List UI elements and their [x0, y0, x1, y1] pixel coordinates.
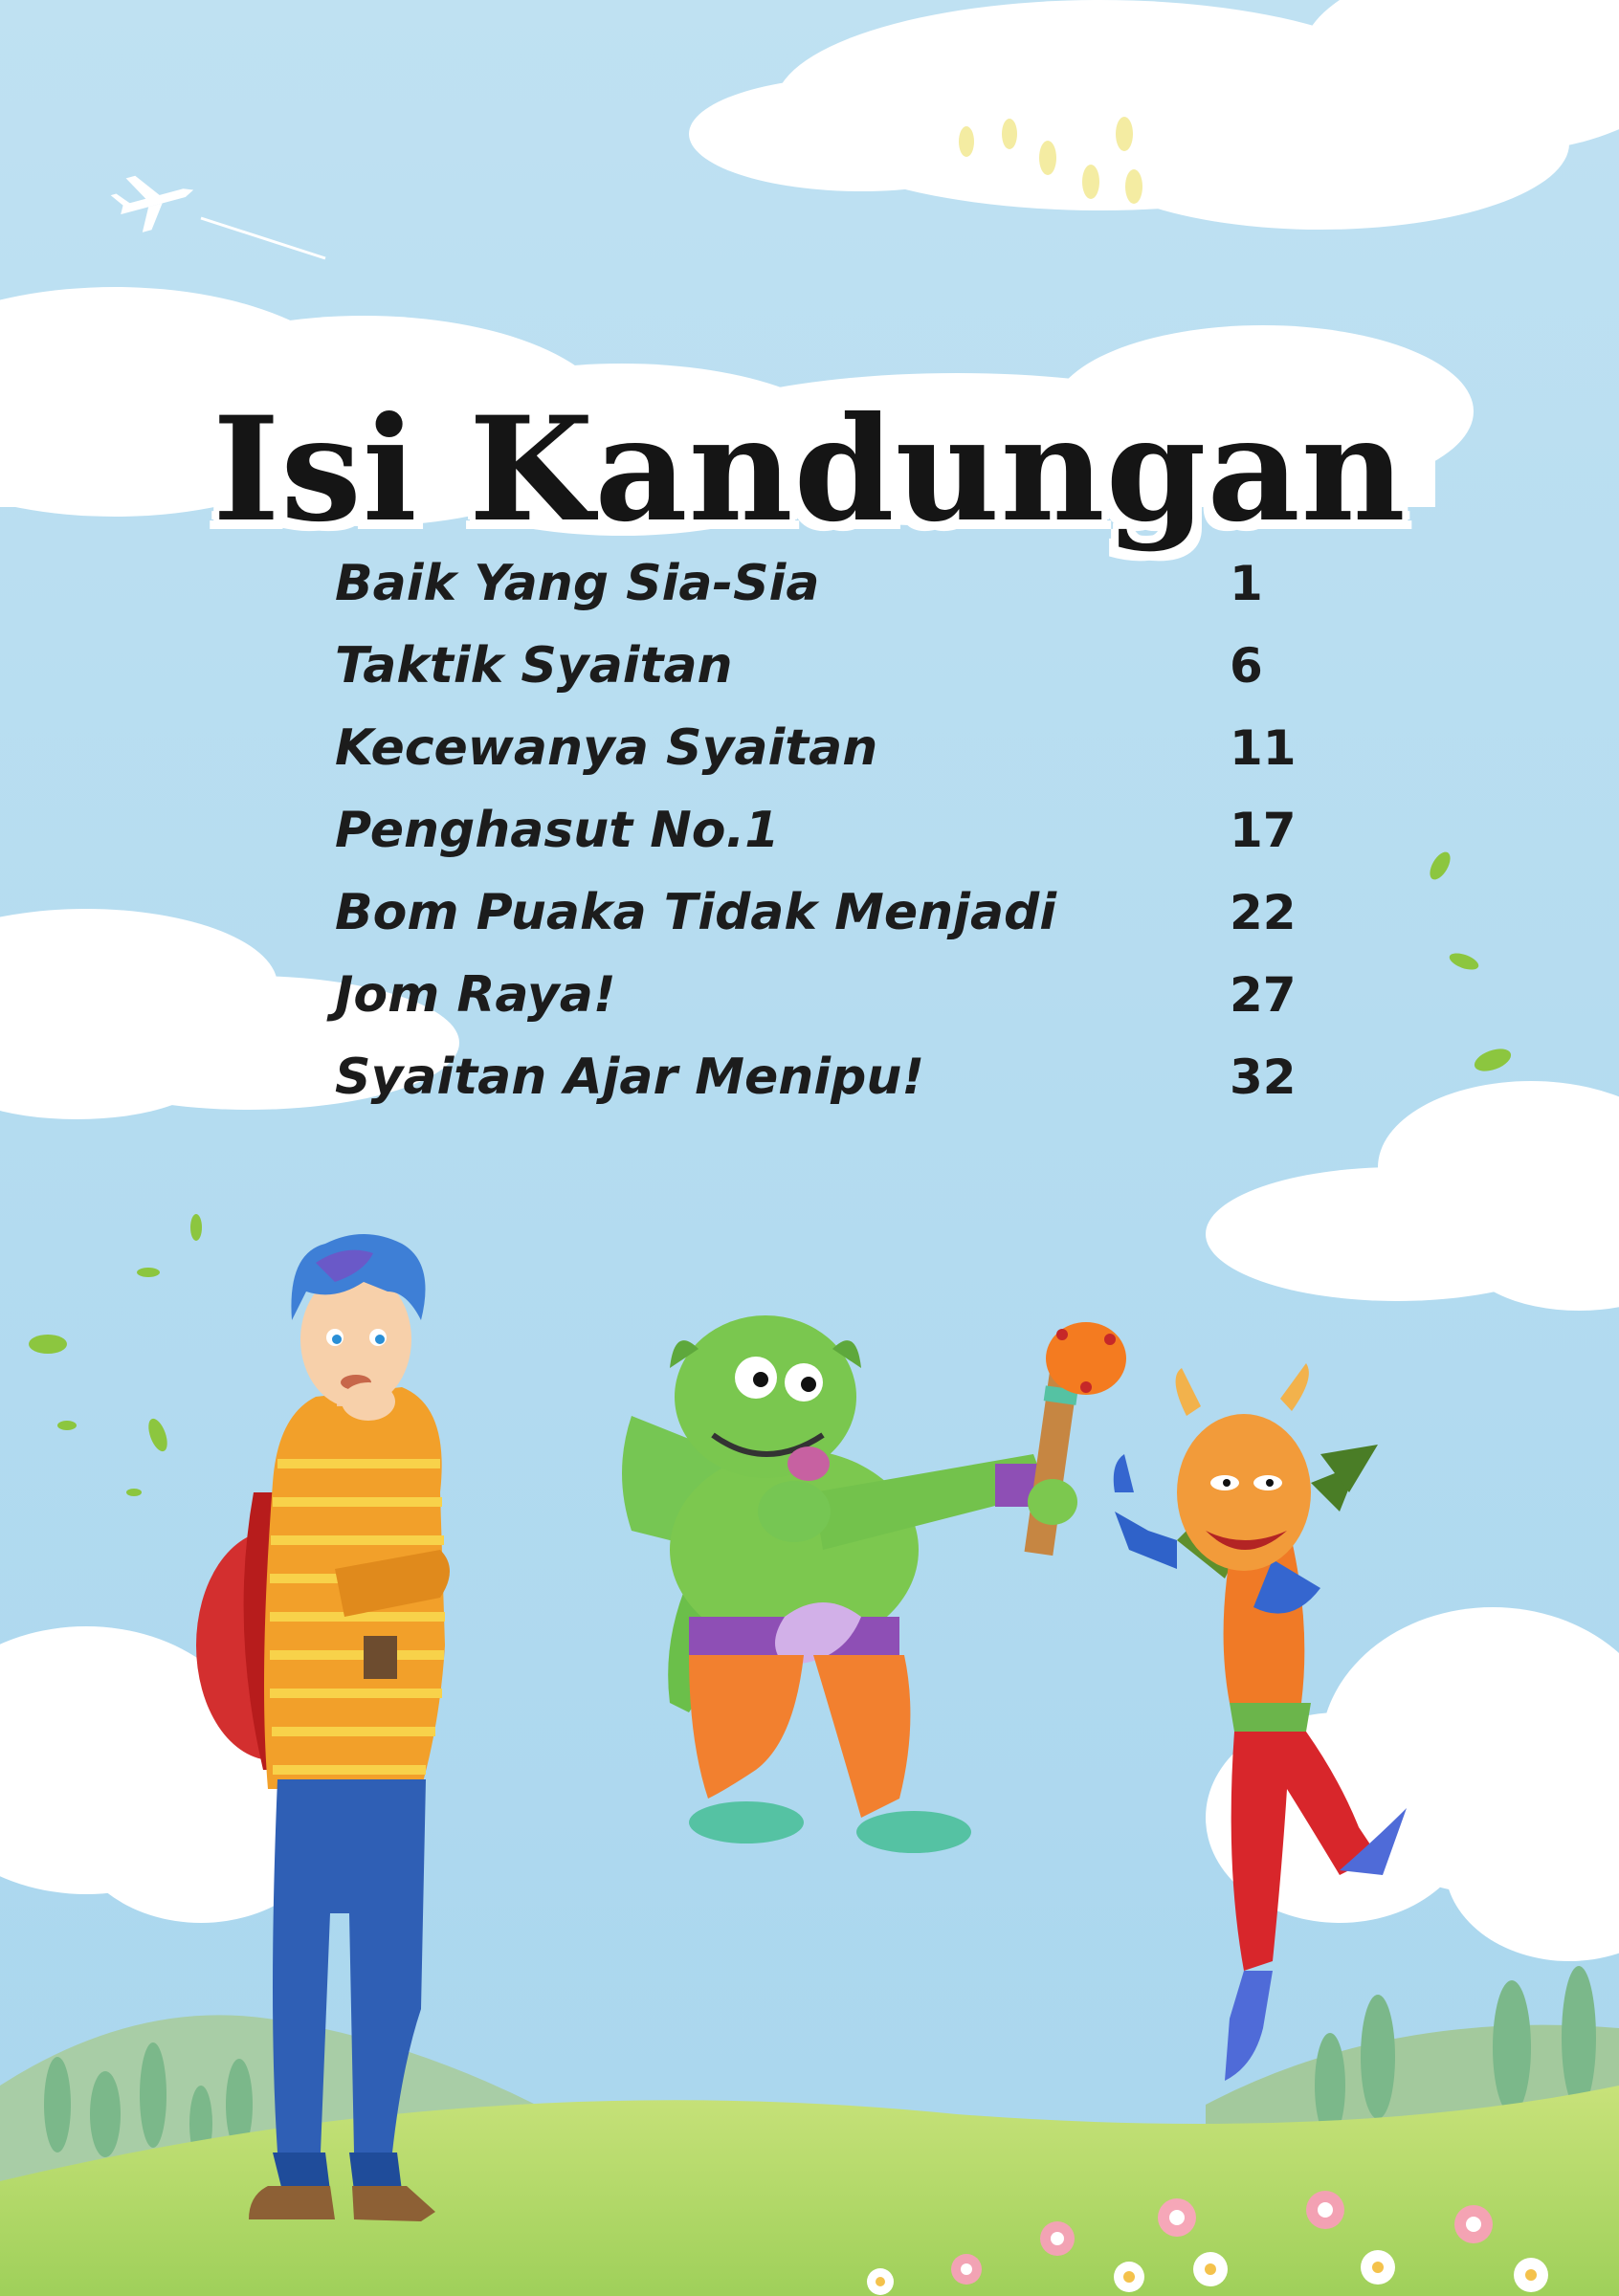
toc-entry-title: Jom Raya!: [335, 966, 616, 1024]
toc-entry-page: 22: [1230, 885, 1297, 940]
table-of-contents: [335, 550, 1311, 1126]
toc-entry[interactable]: [335, 797, 1311, 879]
page-title: Isi Kandungan: [212, 385, 1407, 554]
toc-entry[interactable]: [335, 879, 1311, 961]
toc-entry-page: 32: [1230, 1049, 1297, 1105]
toc-entry-page: 17: [1230, 803, 1297, 858]
toc-entry-page: 11: [1230, 720, 1297, 776]
toc-entry-title: Penghasut No.1: [335, 802, 780, 859]
toc-entry-title: Bom Puaka Tidak Menjadi: [335, 884, 1057, 941]
toc-entry-title: Baik Yang Sia-Sia: [335, 555, 820, 612]
toc-entry-page: 27: [1230, 967, 1297, 1023]
toc-entry[interactable]: [335, 1044, 1311, 1126]
toc-entry[interactable]: [335, 961, 1311, 1044]
toc-entry-title: Kecewanya Syaitan: [335, 719, 878, 777]
toc-entry-title: Syaitan Ajar Menipu!: [335, 1049, 925, 1106]
toc-entry[interactable]: [335, 632, 1311, 715]
toc-entry-page: 1: [1230, 556, 1263, 611]
toc-entry-title: Taktik Syaitan: [335, 637, 733, 695]
toc-entry[interactable]: [335, 550, 1311, 632]
toc-entry[interactable]: [335, 715, 1311, 797]
toc-entry-page: 6: [1230, 638, 1263, 694]
